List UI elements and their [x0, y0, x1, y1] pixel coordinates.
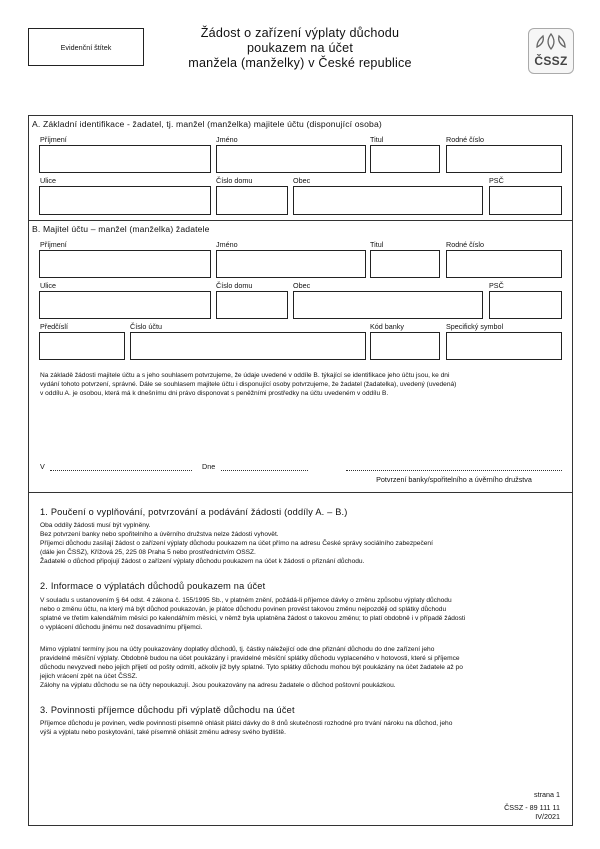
registration-stamp-label: Evidenční štítek — [60, 43, 112, 52]
s3-line-1: Příjemce důchodu je povinen, vedle povinnosti písemně ohlásit plátci dávky do 8 dnů skutečnosti rozhodné pro trvání nároku na důchod, jeho — [40, 720, 453, 727]
a-degree-field[interactable] — [370, 145, 440, 173]
divider-a-b — [28, 220, 573, 221]
a-birth-number-field[interactable] — [446, 145, 562, 173]
s1-line-3: Příjemci důchodu zasílají žádost o zařízení výplaty důchodu poukazem na účet přímo na adresu České správy sociálního zabezpečení — [40, 540, 433, 547]
bank-declaration-line-3: v oddílu A. je osobou, která má k dnešnímu dni právo disponovat s peněžními prostředky na účtu uvedeném v oddílu B. — [40, 390, 389, 397]
a-street-label: Ulice — [40, 176, 56, 185]
section-b-title: B. Majitel účtu – manžel (manželka) žadatele — [32, 224, 210, 234]
b-name-label: Jméno — [216, 240, 238, 249]
form-title-line-3: manžela (manželky) v České republice — [188, 55, 412, 70]
s2-p2-line-2: pravidelné měsíční výplaty. Obdobně budou na účet poukázány i pravidelné měsíční splátky důchodu vyplaceného v hotovosti, které si příjemce — [40, 655, 460, 662]
s1-line-2: Bez potvrzení banky nebo spořitelního a úvěrního družstva nelze žádosti vyhovět. — [40, 531, 279, 538]
s3-line-2: výši a výplatu nebo poskytování, také písemně ohlásit změnu adresy svého bydliště. — [40, 729, 286, 736]
b-birth-number-label: Rodné číslo — [446, 240, 484, 249]
b-account-number-field[interactable] — [130, 332, 366, 360]
instructions-section-1-text — [40, 521, 562, 566]
instructions-section-2-paragraph-2 — [40, 645, 562, 690]
form-code: ČSSZ - 89 111 11 — [504, 802, 560, 812]
bank-declaration-line-1: Na základě žádosti majitele účtu a s jeho souhlasem potvrzujeme, že údaje uvedené v oddíle B. týkající se identifikace jeho účtu jsou, ke dni — [40, 372, 450, 379]
b-birth-number-field[interactable] — [446, 250, 562, 278]
a-degree-label: Titul — [370, 135, 384, 144]
bank-confirmation-field[interactable] — [346, 470, 562, 471]
instructions-section-2-paragraph-1 — [40, 596, 562, 632]
place-field[interactable] — [50, 470, 192, 471]
form-version: IV/2021 — [535, 812, 560, 821]
instructions-section-3-text — [40, 719, 562, 737]
place-label: V — [40, 462, 45, 471]
form-title-line-2: poukazem na účet — [246, 40, 354, 55]
b-prefix-label: Předčíslí — [40, 322, 68, 331]
b-postcode-field[interactable] — [489, 291, 562, 319]
a-house-number-field[interactable] — [216, 186, 288, 215]
date-field[interactable] — [221, 470, 308, 471]
s2-p1-line-3: splatné ve třetím kalendářním měsíci po kalendářním měsíci, v němž byla uplatněna žádost o takovou změnu; to platí obdobně i v případě žádosti — [40, 615, 466, 622]
b-name-field[interactable] — [216, 250, 366, 278]
s2-p2-line-3: důchodu nevyzvedl nebo jejich přijetí od pošty odmítl, ačkoliv již byly splatné. Tyto splátky důchodu mohou být poukázány na účet žadatele až po — [40, 664, 463, 671]
b-specific-symbol-field[interactable] — [446, 332, 562, 360]
a-postcode-field[interactable] — [489, 186, 562, 215]
s1-line-5: Žadatelé o důchod připojují žádost o zařízení výplaty důchodu poukazem na účet k žádosti o přiznání důchodu. — [40, 558, 365, 565]
bank-declaration-line-2: vydání tohoto potvrzení, správné. Dále se souhlasem majitele účtu i disponující osoby potvrzujeme, že žadatel (žadatelka), uvedený (uvedená) — [40, 381, 457, 388]
bank-declaration — [40, 371, 562, 398]
b-bank-code-label: Kód banky — [370, 322, 404, 331]
b-degree-label: Titul — [370, 240, 384, 249]
b-surname-label: Příjmení — [40, 240, 67, 249]
b-street-field[interactable] — [39, 291, 211, 319]
form-title — [150, 26, 450, 70]
leaf-emblem-icon — [529, 31, 573, 55]
logo-text: ČSSZ — [534, 54, 568, 68]
b-specific-symbol-label: Specifický symbol — [446, 322, 504, 331]
b-municipality-field[interactable] — [293, 291, 483, 319]
bank-confirmation-label: Potvrzení banky/spořitelního a úvěrního družstva — [376, 475, 532, 484]
s2-p2-line-4: jejich vrácení zpět na účet ČSSZ. — [40, 673, 138, 680]
s2-p2-line-5: Zálohy na výplatu důchodu se na účty nepoukazují. Jsou poukazovány na adresu žadatele o důchod poštovní poukázkou. — [40, 682, 396, 689]
s2-p1-line-4: o vyplácení důchodu jinému než dosavadnímu příjemci. — [40, 624, 203, 631]
a-name-field[interactable] — [216, 145, 366, 173]
a-street-field[interactable] — [39, 186, 211, 215]
s1-line-4: (dále jen ČSSZ), Křížová 25, 225 08 Praha 5 nebo prostřednictvím OSSZ. — [40, 549, 256, 556]
b-municipality-label: Obec — [293, 281, 311, 290]
page-number: strana 1 — [534, 790, 560, 799]
b-bank-code-field[interactable] — [370, 332, 440, 360]
b-house-number-field[interactable] — [216, 291, 288, 319]
divider-b-instructions — [28, 492, 573, 493]
s1-line-1: Oba oddíly žádosti musí být vyplněny. — [40, 522, 151, 529]
b-degree-field[interactable] — [370, 250, 440, 278]
b-surname-field[interactable] — [39, 250, 211, 278]
b-postcode-label: PSČ — [489, 281, 504, 290]
b-house-number-label: Číslo domu — [216, 281, 253, 290]
section-a-title: A. Základní identifikace - žadatel, tj. manžel (manželka) majitele účtu (disponující osoba) — [32, 119, 382, 129]
a-municipality-field[interactable] — [293, 186, 483, 215]
s2-p1-line-1: V souladu s ustanovením § 64 odst. 4 zákona č. 155/1995 Sb., v platném znění, požádá-li příjemce dávky o změnu způsobu výplaty důchodu — [40, 597, 452, 604]
a-house-number-label: Číslo domu — [216, 176, 253, 185]
b-street-label: Ulice — [40, 281, 56, 290]
a-surname-field[interactable] — [39, 145, 211, 173]
s2-p2-line-1: Mimo výplatní termíny jsou na účty poukazovány doplatky důchodů, tj. částky náležející ode dne přiznání důchodu do dne zařízení jeho — [40, 646, 435, 653]
a-name-label: Jméno — [216, 135, 238, 144]
a-municipality-label: Obec — [293, 176, 311, 185]
b-account-number-label: Číslo účtu — [130, 322, 162, 331]
page-footer — [504, 790, 560, 822]
a-postcode-label: PSČ — [489, 176, 504, 185]
cssz-logo — [528, 28, 574, 74]
s2-p1-line-2: nebo o změnu účtu, na který má být důchod poukazován, je plátce důchodu povinen provést takovou změnu nejpozději od splátky důchodu — [40, 606, 447, 613]
b-prefix-field[interactable] — [39, 332, 125, 360]
a-surname-label: Příjmení — [40, 135, 67, 144]
form-title-line-1: Žádost o zařízení výplaty důchodu — [200, 26, 400, 40]
date-label: Dne — [202, 462, 216, 471]
a-birth-number-label: Rodné číslo — [446, 135, 484, 144]
instructions-section-2-title: 2. Informace o výplatách důchodů poukazem na účet — [40, 581, 266, 591]
instructions-section-3-title: 3. Povinnosti příjemce důchodu při výplatě důchodu na účet — [40, 705, 295, 715]
instructions-section-1-title: 1. Poučení o vyplňování, potvrzování a podávání žádosti (oddíly A. – B.) — [40, 507, 348, 517]
